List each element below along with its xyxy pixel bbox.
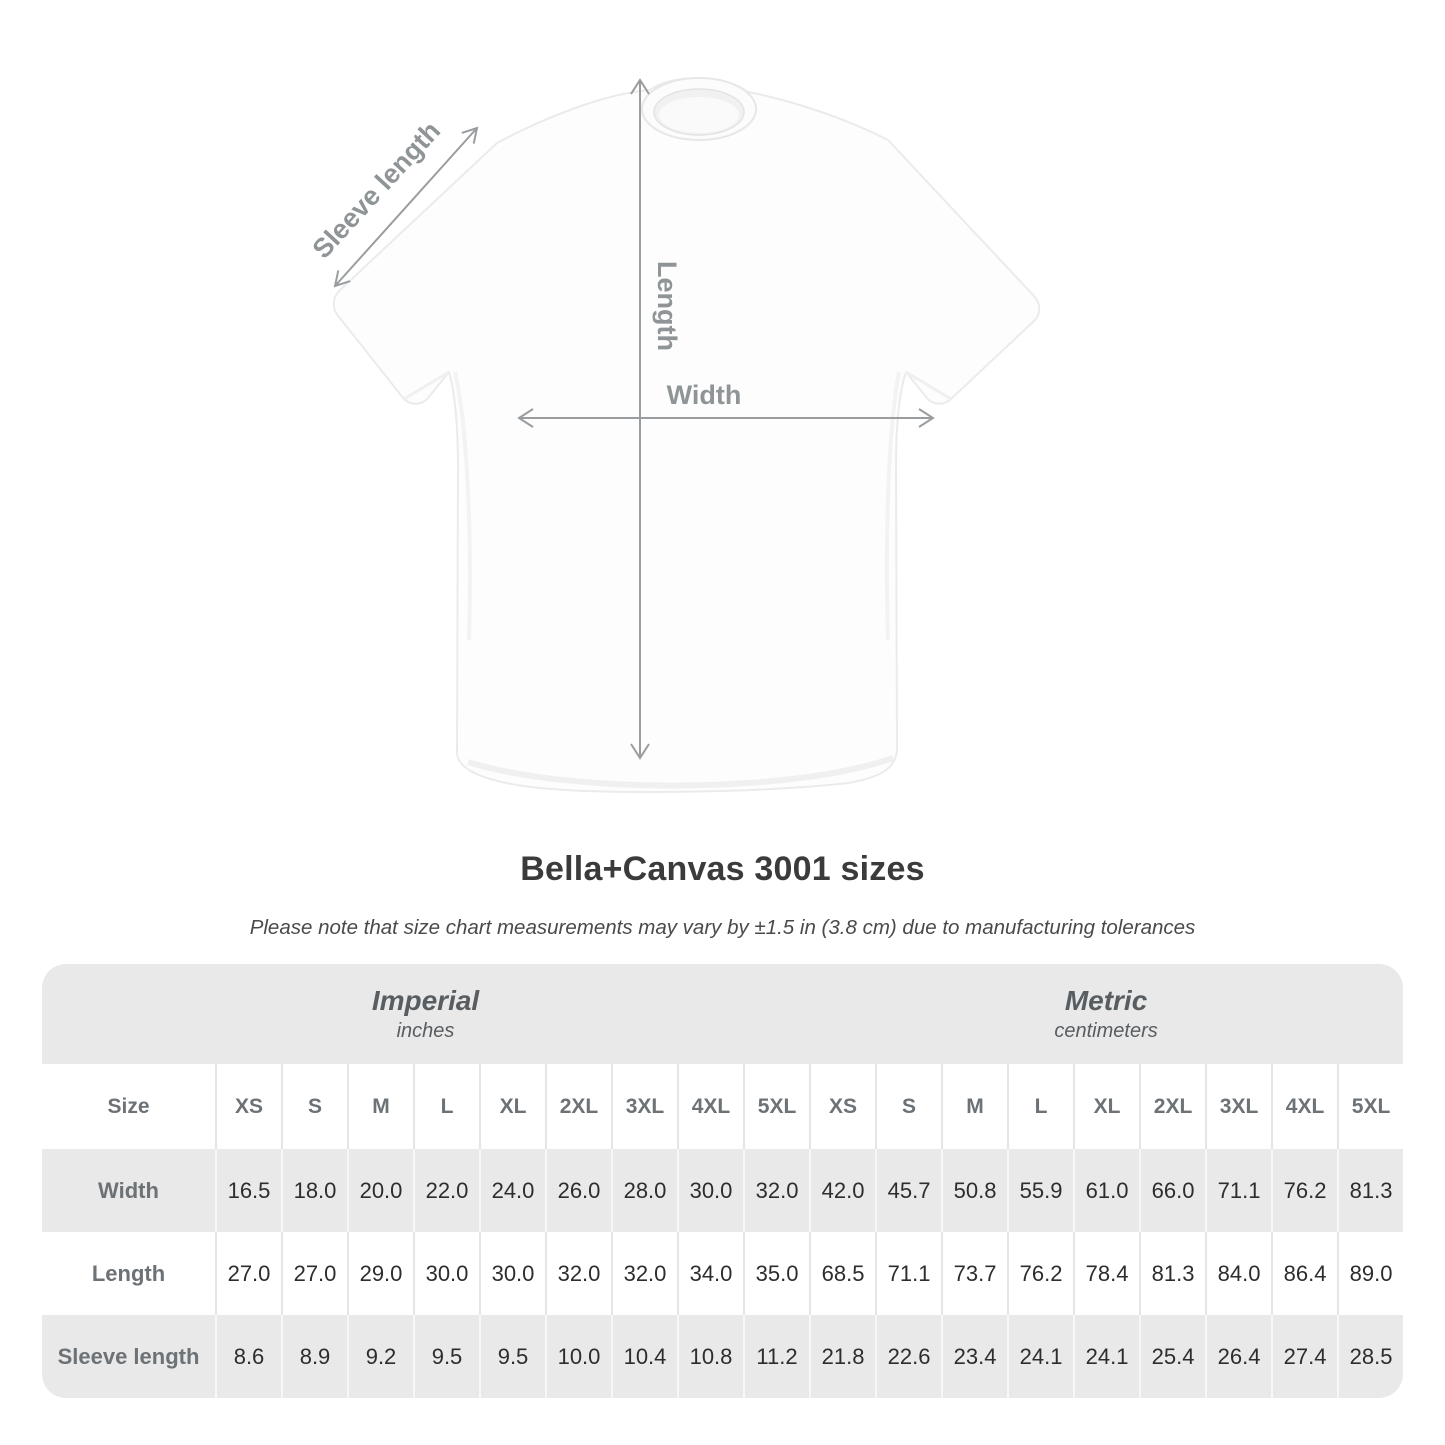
table-cell: 30.0 bbox=[479, 1232, 545, 1315]
table-cell: 78.4 bbox=[1073, 1232, 1139, 1315]
table-cell: 9.5 bbox=[413, 1315, 479, 1398]
width-row-label: Width bbox=[42, 1149, 215, 1232]
size-header: S bbox=[875, 1064, 941, 1149]
table-cell: 55.9 bbox=[1007, 1149, 1073, 1232]
size-header: L bbox=[413, 1064, 479, 1149]
table-cell: 9.5 bbox=[479, 1315, 545, 1398]
table-cell: 27.4 bbox=[1271, 1315, 1337, 1398]
size-header: M bbox=[941, 1064, 1007, 1149]
size-header: XS bbox=[809, 1064, 875, 1149]
size-header: 3XL bbox=[611, 1064, 677, 1149]
table-cell: 8.6 bbox=[215, 1315, 281, 1398]
table-cell: 9.2 bbox=[347, 1315, 413, 1398]
table-cell: 23.4 bbox=[941, 1315, 1007, 1398]
table-cell: 22.0 bbox=[413, 1149, 479, 1232]
table-cell: 22.6 bbox=[875, 1315, 941, 1398]
table-cell: 30.0 bbox=[677, 1149, 743, 1232]
size-header: 5XL bbox=[1337, 1064, 1403, 1149]
table-cell: 32.0 bbox=[611, 1232, 677, 1315]
table-cell: 68.5 bbox=[809, 1232, 875, 1315]
table-cell: 24.1 bbox=[1073, 1315, 1139, 1398]
table-cell: 71.1 bbox=[875, 1232, 941, 1315]
width-label: Width bbox=[666, 380, 742, 410]
table-cell: 24.0 bbox=[479, 1149, 545, 1232]
size-header-row bbox=[42, 1064, 1403, 1149]
page-title: Bella+Canvas 3001 sizes bbox=[520, 850, 925, 888]
imperial-sublabel: inches bbox=[396, 1020, 455, 1042]
tshirt-image bbox=[334, 78, 1040, 792]
table-cell: 27.0 bbox=[215, 1232, 281, 1315]
metric-sublabel: centimeters bbox=[1054, 1020, 1158, 1042]
sleeve-length-row-label: Sleeve length bbox=[42, 1315, 215, 1398]
size-header: 2XL bbox=[1139, 1064, 1205, 1149]
table-cell: 8.9 bbox=[281, 1315, 347, 1398]
size-header: XS bbox=[215, 1064, 281, 1149]
sleeve-length-label: Sleeve length bbox=[306, 115, 447, 265]
metric-header bbox=[809, 964, 1403, 1064]
table-cell: 42.0 bbox=[809, 1149, 875, 1232]
width-row bbox=[42, 1149, 1403, 1232]
table-cell: 16.5 bbox=[215, 1149, 281, 1232]
length-row bbox=[42, 1232, 1403, 1315]
table-cell: 27.0 bbox=[281, 1232, 347, 1315]
table-cell: 26.0 bbox=[545, 1149, 611, 1232]
size-header: L bbox=[1007, 1064, 1073, 1149]
table-cell: 10.0 bbox=[545, 1315, 611, 1398]
metric-label: Metric bbox=[1064, 985, 1148, 1016]
table-cell: 28.5 bbox=[1337, 1315, 1403, 1398]
table-cell: 32.0 bbox=[743, 1149, 809, 1232]
table-cell: 20.0 bbox=[347, 1149, 413, 1232]
table-cell: 26.4 bbox=[1205, 1315, 1271, 1398]
size-header: S bbox=[281, 1064, 347, 1149]
table-cell: 25.4 bbox=[1139, 1315, 1205, 1398]
page-subtitle: Please note that size chart measurements may vary by ±1.5 in (3.8 cm) due to manufacturing tolerances bbox=[249, 916, 1196, 939]
table-cell: 76.2 bbox=[1271, 1149, 1337, 1232]
table-cell: 76.2 bbox=[1007, 1232, 1073, 1315]
table-cell: 84.0 bbox=[1205, 1232, 1271, 1315]
table-cell: 34.0 bbox=[677, 1232, 743, 1315]
length-row-label: Length bbox=[42, 1232, 215, 1315]
table-cell: 61.0 bbox=[1073, 1149, 1139, 1232]
table-cell: 66.0 bbox=[1139, 1149, 1205, 1232]
size-header: 5XL bbox=[743, 1064, 809, 1149]
size-header: XL bbox=[1073, 1064, 1139, 1149]
unit-header-row bbox=[42, 964, 1403, 1064]
sleeve-length-row bbox=[42, 1315, 1403, 1398]
table-cell: 11.2 bbox=[743, 1315, 809, 1398]
table-cell: 10.4 bbox=[611, 1315, 677, 1398]
table-cell: 30.0 bbox=[413, 1232, 479, 1315]
table-cell: 21.8 bbox=[809, 1315, 875, 1398]
table-cell: 71.1 bbox=[1205, 1149, 1271, 1232]
table-cell: 29.0 bbox=[347, 1232, 413, 1315]
table-cell: 24.1 bbox=[1007, 1315, 1073, 1398]
size-header: XL bbox=[479, 1064, 545, 1149]
imperial-header bbox=[42, 964, 809, 1064]
size-header: 4XL bbox=[1271, 1064, 1337, 1149]
table-cell: 32.0 bbox=[545, 1232, 611, 1315]
table-cell: 35.0 bbox=[743, 1232, 809, 1315]
table-cell: 89.0 bbox=[1337, 1232, 1403, 1315]
size-row-label: Size bbox=[42, 1064, 215, 1149]
table-cell: 18.0 bbox=[281, 1149, 347, 1232]
size-header: 3XL bbox=[1205, 1064, 1271, 1149]
table-cell: 45.7 bbox=[875, 1149, 941, 1232]
table-cell: 10.8 bbox=[677, 1315, 743, 1398]
table-cell: 28.0 bbox=[611, 1149, 677, 1232]
table-cell: 50.8 bbox=[941, 1149, 1007, 1232]
imperial-label: Imperial bbox=[371, 985, 480, 1016]
size-header: M bbox=[347, 1064, 413, 1149]
length-label: Length bbox=[652, 261, 682, 351]
table-cell: 86.4 bbox=[1271, 1232, 1337, 1315]
size-header: 2XL bbox=[545, 1064, 611, 1149]
size-header: 4XL bbox=[677, 1064, 743, 1149]
size-table bbox=[42, 964, 1403, 1398]
table-cell: 81.3 bbox=[1139, 1232, 1205, 1315]
table-cell: 73.7 bbox=[941, 1232, 1007, 1315]
table-cell: 81.3 bbox=[1337, 1149, 1403, 1232]
